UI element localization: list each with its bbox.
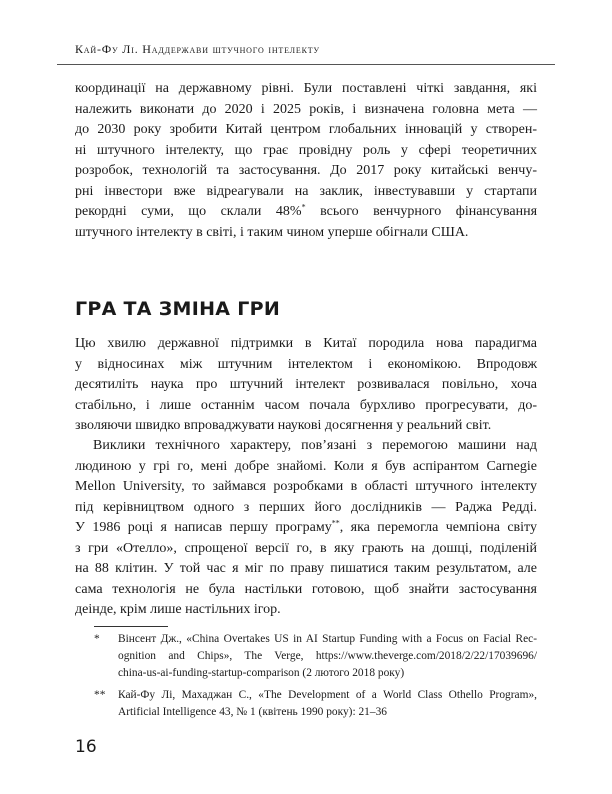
- paragraph-line: на 88 клітин. У той час я міг по праву пишатися таким результатом, але: [75, 561, 537, 576]
- footnote-body: [118, 687, 537, 721]
- paragraph-line: розробок, технологій та застосування. До 2017 року китайські венчу-: [75, 163, 537, 178]
- footnote-line-link[interactable]: ognition and Chips», The Verge, https://www.theverge.com/2018/2/22/17039696/: [118, 650, 537, 662]
- footnote-separator: [94, 626, 168, 627]
- paragraph-line: Mellon University, то займався розробками в області штучного інтелекту: [75, 479, 537, 494]
- paragraph-line: до 2030 року зробити Китай центром глобальних інновацій у створен-: [75, 122, 537, 137]
- section-heading: ГРА ТА ЗМІНА ГРИ: [75, 298, 281, 320]
- paragraph-line: сама технологія не була настільки готовою, щоб знайти застосування: [75, 581, 537, 597]
- footnote-ref-1[interactable]: *: [301, 202, 306, 212]
- footnote-line-link[interactable]: china-us-ai-funding-startup-comparison (2 лютого 2018 року): [118, 667, 405, 679]
- text-segment: рекордні суми, що склали 48%: [75, 204, 302, 219]
- footnote-line: Кай-Фу Лі, Махаджан С., «The Development of a World Class Othello Program»,: [118, 689, 537, 701]
- text-segment: У 1986 році я написав першу програму: [75, 520, 332, 535]
- header-rule: [57, 64, 555, 65]
- paragraph-line: у відносинах між штучним інтелектом і економікою. Впродовж: [75, 356, 537, 372]
- running-header: Кай-Фу Лі. Наддержави штучного інтелекту: [75, 42, 320, 56]
- paragraph-line: зволяючи швидко впроваджувати наукові досягнення у реальний світ.: [75, 418, 492, 433]
- paragraph-2: [75, 334, 537, 437]
- page-number: 16: [75, 737, 97, 757]
- paragraph-1: [75, 79, 537, 243]
- paragraph-line-with-footnote: [75, 202, 537, 223]
- paragraph-line: стабільно, і лише останнім часом почала бурхливо прогресувати, до-: [75, 397, 537, 413]
- footnote-body: [118, 631, 537, 682]
- paragraph-line: координації на державному рівні. Були поставлені чіткі завдання, які: [75, 81, 537, 96]
- paragraph-line: рні інвестори вже відреагували на заклик, інвестувавши у стартапи: [75, 183, 537, 199]
- footnote-marker: **: [94, 689, 106, 701]
- paragraph-line: належить виконати до 2020 і 2025 років, і визначена головна мета —: [75, 101, 537, 117]
- paragraph-line: з гри «Отелло», спрощеної версії го, в яку грають на дошці, поділеній: [75, 540, 537, 556]
- paragraph-line: Цю хвилю державної підтримки в Китаї породила нова парадигма: [75, 336, 537, 351]
- footnote-2: [94, 687, 537, 721]
- paragraph-line: людиною у грі го, мені добре знайомі. Коли я був аспірантом Carnegie: [75, 458, 537, 474]
- text-segment: , яка перемогла чемпіона світу: [339, 520, 537, 535]
- paragraph-line: штучного інтелекту в світі, і таким чином уперше обігнали США.: [75, 224, 469, 240]
- paragraph-line: Виклики технічного характеру, пов’язані з перемогою машини над: [93, 438, 537, 453]
- footnote-marker: *: [94, 633, 100, 645]
- paragraph-3: [75, 436, 537, 621]
- paragraph-line: під керівництвом одного з перших його дослідників — Раджа Редді.: [75, 499, 537, 515]
- paragraph-line: ні штучного інтелекту, що грає провідну роль у сфері теоретичних: [75, 142, 537, 158]
- text-segment: всього венчурного фінансування: [320, 204, 538, 219]
- paragraph-line-with-footnote: [75, 518, 537, 539]
- paragraph-line: десятиліть наука про штучний інтелект розвивалася повільно, хоча: [75, 377, 537, 392]
- paragraph-line: деінде, крім лише настільних ігор.: [75, 602, 281, 617]
- footnote-1: [94, 631, 537, 682]
- footnote-ref-2[interactable]: **: [331, 518, 340, 528]
- footnote-line: Вінсент Дж., «China Overtakes US in AI Startup Funding with a Focus on Facial Rec-: [118, 633, 537, 645]
- footnote-line: Artificial Intelligence 43, № 1 (квітень 1990 року): 21–36: [118, 706, 387, 718]
